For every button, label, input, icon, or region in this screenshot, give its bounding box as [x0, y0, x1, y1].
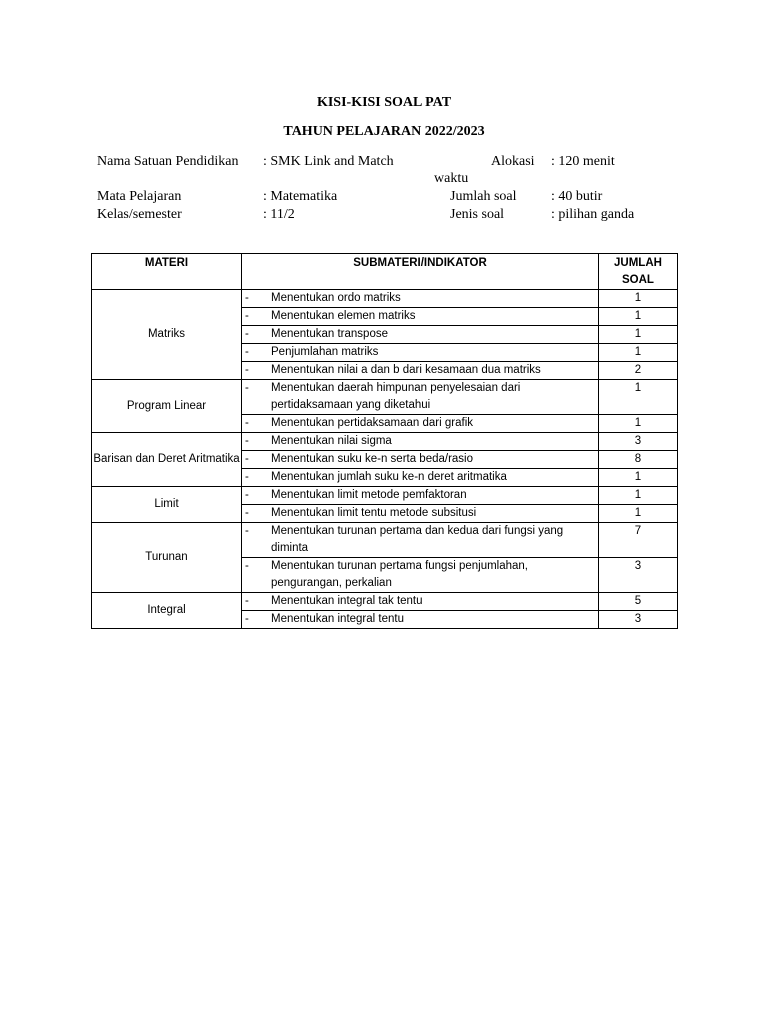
materi-cell: Limit	[92, 487, 242, 523]
indikator-cell: Menentukan elemen matriks	[271, 308, 599, 326]
materi-cell: Barisan dan Deret Aritmatika	[92, 433, 242, 487]
bullet-dash: -	[242, 326, 272, 344]
indikator-cell: Menentukan turunan pertama dan kedua dari fungsi yang diminta	[271, 523, 599, 558]
table-row	[92, 433, 678, 451]
document-title: KISI-KISI SOAL PAT	[316, 95, 452, 110]
jumlah-cell: 3	[599, 558, 678, 593]
table-row	[92, 487, 678, 505]
table-row	[92, 380, 678, 415]
alokasi-value: : 120 menit	[551, 154, 615, 169]
jumlah-cell: 8	[599, 451, 678, 469]
table-row	[92, 593, 678, 611]
kelas-label: Kelas/semester	[97, 207, 182, 222]
jumlah-cell: 5	[599, 593, 678, 611]
jumlah-cell: 1	[599, 505, 678, 523]
header-jumlah-line1: JUMLAH	[614, 257, 662, 269]
jumlah-cell: 1	[599, 326, 678, 344]
indikator-cell: Menentukan daerah himpunan penyelesaian dari pertidaksamaan yang diketahui	[271, 380, 599, 415]
materi-cell: Turunan	[92, 523, 242, 593]
bullet-dash: -	[242, 558, 272, 593]
indikator-cell: Menentukan turunan pertama fungsi penjumlahan, pengurangan, perkalian	[271, 558, 599, 593]
bullet-dash: -	[242, 380, 272, 415]
kisi-kisi-table	[91, 253, 678, 629]
alokasi-label-cont: waktu	[434, 171, 469, 186]
jumlah-cell: 3	[599, 433, 678, 451]
jumlah-cell: 7	[599, 523, 678, 558]
document-subtitle: TAHUN PELAJARAN 2022/2023	[283, 124, 485, 139]
table-row	[92, 290, 678, 308]
header-indikator: SUBMATERI/INDIKATOR	[242, 254, 599, 290]
indikator-cell: Menentukan integral tak tentu	[271, 593, 599, 611]
indikator-cell: Menentukan jumlah suku ke-n deret aritmatika	[271, 469, 599, 487]
materi-cell: Matriks	[92, 290, 242, 380]
bullet-dash: -	[242, 344, 272, 362]
jumlah-cell: 1	[599, 308, 678, 326]
bullet-dash: -	[242, 505, 272, 523]
bullet-dash: -	[242, 451, 272, 469]
bullet-dash: -	[242, 523, 272, 558]
materi-cell: Integral	[92, 593, 242, 629]
jumlah-cell: 1	[599, 469, 678, 487]
indikator-cell: Menentukan pertidaksamaan dari grafik	[271, 415, 599, 433]
jumlah-soal-value: : 40 butir	[551, 189, 603, 204]
indikator-cell: Penjumlahan matriks	[271, 344, 599, 362]
jumlah-cell: 1	[599, 380, 678, 415]
jumlah-cell: 1	[599, 344, 678, 362]
alokasi-label: Alokasi	[491, 154, 535, 169]
jumlah-soal-label: Jumlah soal	[450, 189, 517, 204]
indikator-cell: Menentukan limit tentu metode subsitusi	[271, 505, 599, 523]
header-materi: MATERI	[92, 254, 242, 290]
nama-satuan-value: : SMK Link and Match	[263, 154, 394, 169]
bullet-dash: -	[242, 290, 272, 308]
indikator-cell: Menentukan integral tentu	[271, 611, 599, 629]
jumlah-cell: 3	[599, 611, 678, 629]
jumlah-cell: 1	[599, 290, 678, 308]
indikator-cell: Menentukan nilai a dan b dari kesamaan dua matriks	[271, 362, 599, 380]
bullet-dash: -	[242, 362, 272, 380]
jumlah-cell: 1	[599, 487, 678, 505]
jenis-soal-value: : pilihan ganda	[551, 207, 635, 222]
materi-cell: Program Linear	[92, 380, 242, 433]
kelas-value: : 11/2	[263, 207, 295, 222]
table-header-row	[92, 254, 678, 290]
mapel-value: : Matematika	[263, 189, 338, 204]
bullet-dash: -	[242, 415, 272, 433]
bullet-dash: -	[242, 433, 272, 451]
bullet-dash: -	[242, 593, 272, 611]
bullet-dash: -	[242, 487, 272, 505]
header-jumlah	[599, 254, 678, 290]
bullet-dash: -	[242, 308, 272, 326]
nama-satuan-label: Nama Satuan Pendidikan	[97, 154, 239, 169]
indikator-cell: Menentukan nilai sigma	[271, 433, 599, 451]
indikator-cell: Menentukan suku ke-n serta beda/rasio	[271, 451, 599, 469]
indikator-cell: Menentukan transpose	[271, 326, 599, 344]
jenis-soal-label: Jenis soal	[450, 207, 505, 222]
indikator-cell: Menentukan ordo matriks	[271, 290, 599, 308]
mapel-label: Mata Pelajaran	[97, 189, 182, 204]
bullet-dash: -	[242, 611, 272, 629]
jumlah-cell: 1	[599, 415, 678, 433]
jumlah-cell: 2	[599, 362, 678, 380]
table-body	[92, 290, 678, 629]
header-jumlah-line2: SOAL	[622, 274, 654, 286]
bullet-dash: -	[242, 469, 272, 487]
table-row	[92, 523, 678, 558]
indikator-cell: Menentukan limit metode pemfaktoran	[271, 487, 599, 505]
